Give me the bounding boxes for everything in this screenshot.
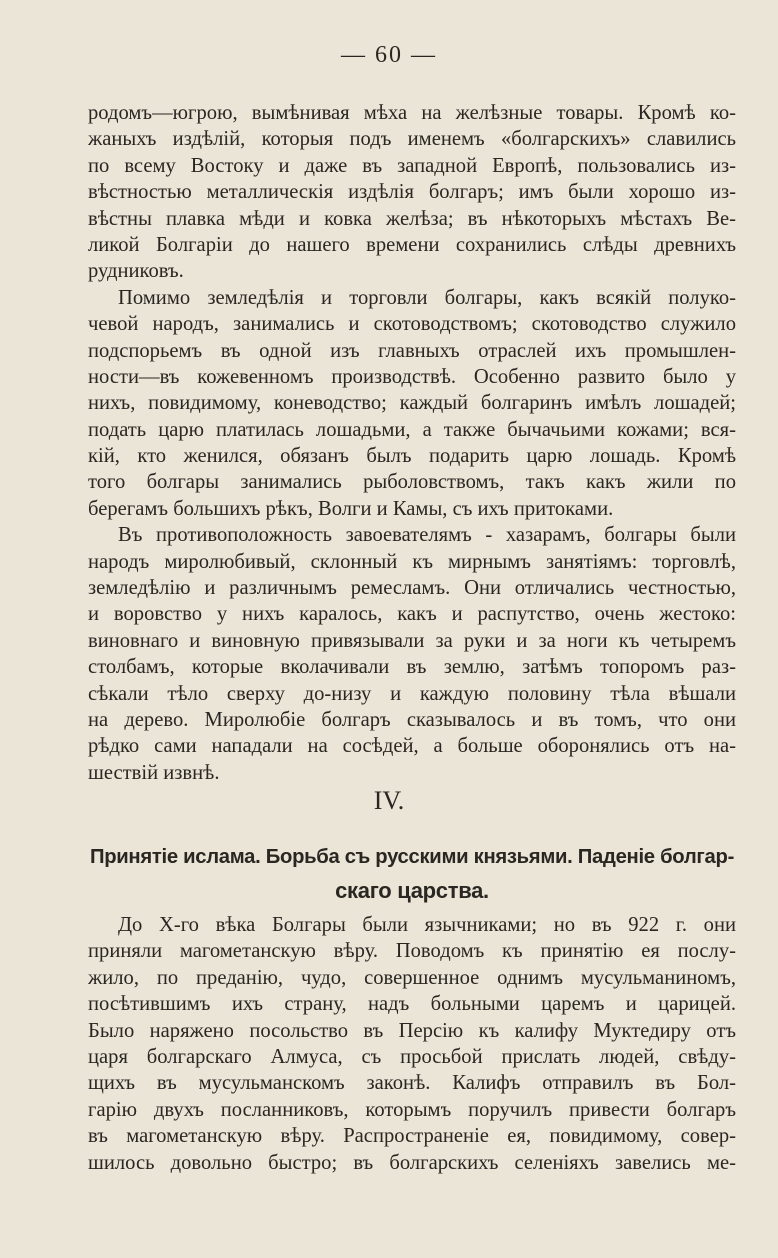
upper-text (88, 100, 736, 786)
text-line: До X-го вѣка Болгары были язычниками; но въ 922 г. они (118, 914, 736, 936)
text-line: приняли магометанскую вѣру. Поводомъ къ принятію ея послу- (88, 940, 736, 963)
lower-text (88, 912, 736, 1176)
text-line: чевой народъ, занимались и скотоводствомъ; скотоводство служило (88, 313, 736, 336)
paragraph-2 (88, 285, 736, 523)
text-line: столбамъ, которые вколачивали въ землю, затѣмъ топоромъ раз- (88, 656, 736, 679)
text-line: на дерево. Миролюбіе болгаръ сказывалось и въ томъ, что они (88, 708, 736, 731)
text-line: подать царю платилась лошадьми, а также бычачьими кожами; вся- (88, 418, 736, 441)
text-line: берегамъ большихъ рѣкъ, Волги и Камы, съ ихъ притоками. (88, 497, 614, 520)
text-line: народъ миролюбивый, склонный къ мирнымъ занятіямъ: торговлѣ, (88, 550, 736, 573)
text-line: нихъ, повидимому, коневодство; каждый болгаринъ имѣлъ лошадей; (88, 392, 736, 415)
text-line: Помимо земледѣлія и торговли болгары, какъ всякій полуко- (118, 286, 736, 309)
text-line: того болгары занимались рыболовствомъ, такъ какъ жили по (88, 471, 736, 494)
text-line: сѣкали тѣло сверху до-низу и каждую половину тѣла вѣшали (88, 682, 736, 705)
text-line: кій, кто женился, обязанъ былъ подарить царю лошадь. Кромѣ (88, 445, 736, 468)
text-line: шествій извнѣ. (88, 761, 220, 784)
text-line: царя болгарскаго Алмуса, съ просьбой прислать людей, свѣду- (88, 1045, 736, 1068)
section-number: IV. (373, 786, 405, 815)
paragraph-3 (88, 522, 736, 786)
text-line: земледѣлію и различнымъ ремесламъ. Они отличались честностью, (88, 577, 736, 600)
text-line: жаныхъ издѣлій, которыя подъ именемъ «болгарскихъ» славились (88, 128, 736, 151)
text-line: шилось довольно быстро; въ болгарскихъ селеніяхъ завелись ме- (88, 1151, 736, 1174)
text-line: жило, по преданію, чудо, совершенное однимъ мусульманиномъ, (88, 966, 736, 989)
text-line: вѣстностью металлическія издѣлія болгаръ; имъ были хорошо из- (88, 181, 736, 204)
text-line: виновнаго и виновную привязывали за руки и за ноги къ четыремъ (88, 629, 736, 652)
heading-line: Принятіе ислама. Борьба съ русскими князьями. Паденіе болгар- (89, 846, 735, 868)
page-number: — 60 — (341, 42, 437, 68)
text-line: Было наряжено посольство въ Персію къ калифу Муктедиру отъ (88, 1019, 736, 1042)
text-line: рѣдко сами нападали на сосѣдей, а больше оборонялись отъ на- (88, 735, 736, 758)
text-line: щихъ въ мусульманскомъ законѣ. Калифъ отправилъ въ Бол- (88, 1072, 736, 1095)
text-line: рудниковъ. (88, 260, 184, 283)
text-line: и воровство у нихъ каралось, какъ и распутство, очень жестоко: (88, 603, 736, 626)
paragraph-1 (88, 100, 736, 285)
text-line: посѣтившимъ ихъ страну, надъ больными царемъ и царицей. (88, 993, 736, 1016)
text-line: родомъ—югрою, вымѣнивая мѣха на желѣзные товары. Кромѣ ко- (88, 102, 736, 124)
text-line: въ магометанскую вѣру. Распространеніе ея, повидимому, совер- (88, 1125, 736, 1148)
text-line: Въ противоположность завоевателямъ - хазарамъ, болгары были (118, 524, 736, 547)
text-line: гарію двухъ посланниковъ, которымъ поручилъ привести болгаръ (88, 1098, 736, 1121)
paragraph-4 (88, 912, 736, 1176)
text-line: ности—въ кожевенномъ производствѣ. Особенно развито было у (88, 365, 736, 388)
section-heading (88, 840, 736, 908)
text-line: по всему Востоку и даже въ западной Европѣ, пользовались из- (88, 154, 736, 177)
heading-line: скаго царства. (335, 878, 489, 903)
text-line: вѣстны плавка мѣди и ковка желѣза; въ нѣкоторыхъ мѣстахъ Ве- (88, 207, 736, 230)
text-line: ликой Болгаріи до нашего времени сохранились слѣды древнихъ (88, 233, 736, 256)
text-line: подспорьемъ въ одной изъ главныхъ отраслей ихъ промышлен- (88, 339, 736, 362)
